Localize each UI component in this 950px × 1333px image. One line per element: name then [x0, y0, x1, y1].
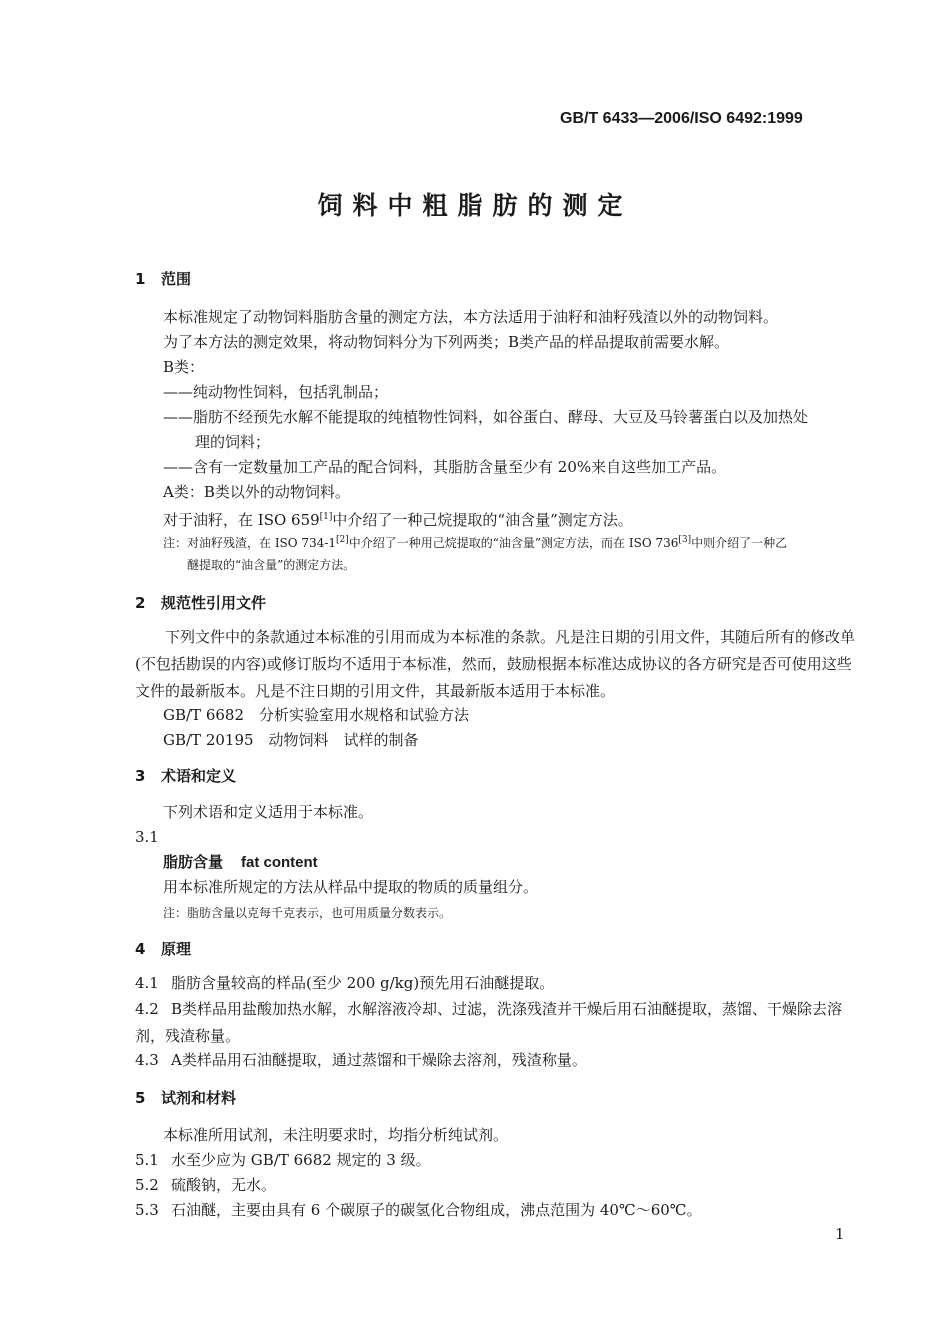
section-3-heading: 3 术语和定义	[135, 767, 237, 785]
section-5-item-1: 5.1 水至少应为 GB/T 6682 规定的 3 级。	[135, 1151, 431, 1169]
section-1-dash-2-cont: 理的饲料；	[195, 433, 271, 451]
section-5-para: 本标准所用试剂，未注明要求时，均指分析纯试剂。	[163, 1126, 509, 1144]
document-title: 饲料中粗脂肪的测定	[317, 191, 633, 220]
section-1-para-5: 对于油籽，在 ISO 659[1]中介绍了一种己烷提取的“油含量”测定方法。	[163, 511, 633, 529]
section-1-dash-1: ——纯动物性饲料，包括乳制品；	[163, 383, 389, 401]
section-1-para-2: 为了本方法的测定效果，将动物饲料分为下列两类；B类产品的样品提取前需要水解。	[163, 333, 730, 351]
page-number: 1	[835, 1225, 845, 1243]
section-4-item-3: 4.3 A类样品用石油醚提取，通过蒸馏和干燥除去溶剂，残渣称量。	[135, 1051, 587, 1069]
section-1-note-cont: 醚提取的“油含量”的测定方法。	[187, 558, 356, 572]
section-1-para-1: 本标准规定了动物饲料脂肪含量的测定方法，本方法适用于油籽和油籽残渣以外的动物饲料。	[163, 308, 779, 326]
section-3-1-term: 脂肪含量 fat content	[163, 853, 318, 871]
section-5-item-3: 5.3 石油醚，主要由具有 6 个碳原子的碳氢化合物组成，沸点范围为 40℃～60℃。	[135, 1201, 702, 1219]
section-3-1-note: 注：脂肪含量以克每千克表示，也可用质量分数表示。	[163, 906, 452, 920]
standard-number: GB/T 6433—2006/ISO 6492:1999	[560, 110, 803, 127]
section-3-1-definition: 用本标准所规定的方法从样品中提取的物质的质量组分。	[163, 878, 539, 896]
section-4-heading: 4 原理	[135, 940, 192, 958]
section-3-para: 下列术语和定义适用于本标准。	[163, 803, 374, 821]
section-1-class-b: B类：	[163, 358, 205, 376]
section-4-item-1: 4.1 脂肪含量较高的样品(至少 200 g/kg)预先用石油醚提取。	[135, 974, 555, 992]
section-1-class-a: A类：B类以外的动物饲料。	[163, 483, 350, 501]
section-1-heading: 1 范围	[135, 270, 192, 288]
section-2-ref-1: GB/T 6682 分析实验室用水规格和试验方法	[163, 706, 470, 724]
section-1-dash-2: ——脂肪不经预先水解不能提取的纯植物性饲料，如谷蛋白、酵母、大豆及马铃薯蛋白以及加热处	[163, 408, 809, 426]
section-3-1-number: 3.1	[135, 828, 159, 846]
section-5-item-2: 5.2 硫酸钠，无水。	[135, 1176, 277, 1194]
section-4-item-2: 4.2 B类样品用盐酸加热水解，水解溶液冷却、过滤，洗涤残渣并干燥后用石油醚提取，蒸馏、干燥除去溶剂，残渣称量。	[135, 1000, 843, 1045]
section-1-note: 注：对油籽残渣，在 ISO 734-1[2]中介绍了一种用己烷提取的“油含量”测定方法，而在 ISO 736[3]中则介绍了一种乙	[163, 535, 788, 550]
section-2-para: 下列文件中的条款通过本标准的引用而成为本标准的条款。凡是注日期的引用文件，其随后所有的修改单(不包括勘误的内容)或修订版均不适用于本标准，然而，鼓励根据本标准达成协议的各方研究是否可使用这些文件的最新版本。凡是不注日期的引用文件，其最新版本适用于本标准。	[135, 628, 856, 700]
section-5-heading: 5 试剂和材料	[135, 1089, 237, 1107]
section-2-ref-2: GB/T 20195 动物饲料 试样的制备	[163, 731, 419, 749]
section-2-heading: 2 规范性引用文件	[135, 594, 267, 612]
section-1-dash-3: ——含有一定数量加工产品的配合饲料，其脂肪含量至少有 20%来自这些加工产品。	[163, 458, 727, 476]
